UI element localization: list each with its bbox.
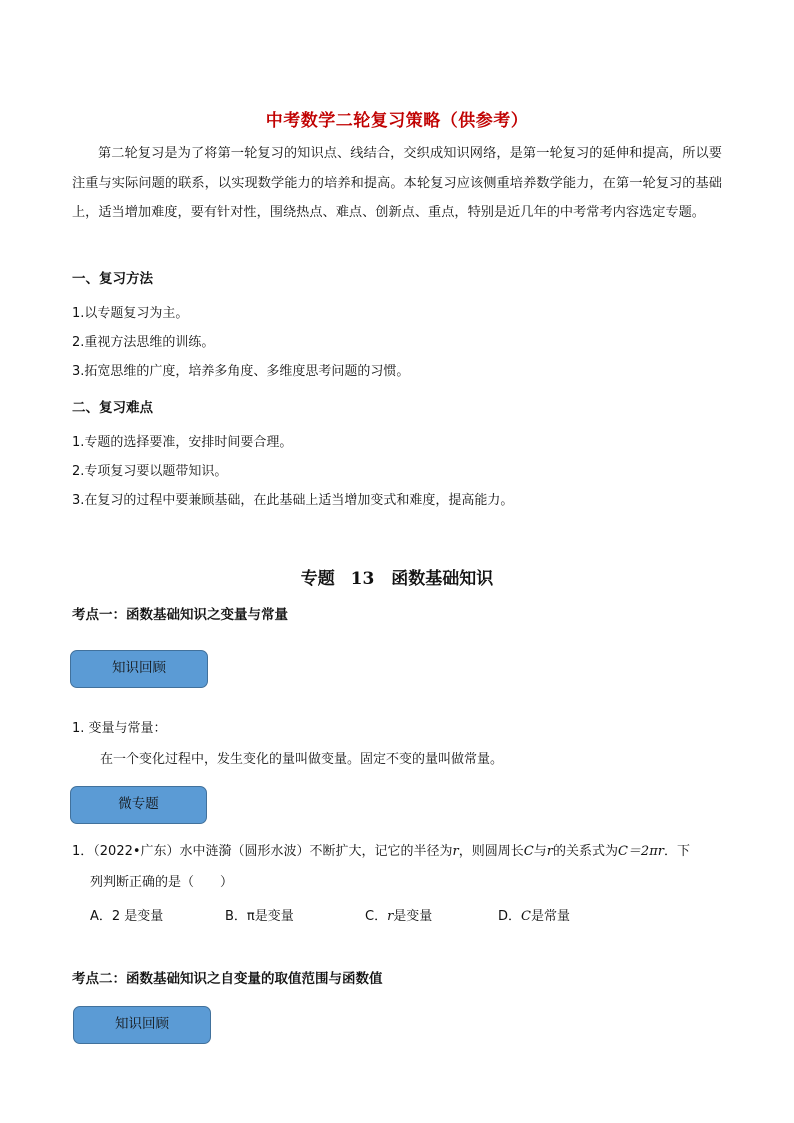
list-item: 1.以专题复习为主。 [72, 306, 189, 321]
concept-title: 1. 变量与常量： [72, 721, 167, 736]
review-badge: 知识回顾 [70, 650, 208, 688]
question-text: 的关系式为 [552, 844, 618, 859]
option-a [90, 905, 163, 924]
variable-c: C [523, 844, 534, 859]
question-text: ．下 [663, 844, 690, 859]
point1-heading: 考点一：函数基础知识之变量与常量 [72, 607, 288, 623]
list-item: 3.拓宽思维的广度，培养多角度、多维度思考问题的习惯。 [72, 364, 410, 379]
option-label: C． [365, 909, 388, 924]
variable-r: r [546, 844, 553, 859]
option-text: 是变量 [393, 909, 433, 924]
point2-heading: 考点二：函数基础知识之自变量的取值范围与函数值 [72, 971, 383, 987]
intro-paragraph: 第二轮复习是为了将第一轮复习的知识点、线结合，交织成知识网络，是第一轮复习的延伸和提高，所以要注重与实际问题的联系，以实现数学能力的培养和提高。本轮复习应该侧重培养数学能力，在第一轮复习的基础上，适当增加难度，要有针对性，围绕热点、难点、创新点、重点，特别是近几年的中考常考内容选定专题。 [72, 146, 722, 220]
concept-text: 在一个变化过程中，发生变化的量叫做变量。固定不变的量叫做常量。 [100, 752, 504, 767]
question-text: ，则圆周长 [458, 844, 524, 859]
question-text-line2: 列判断正确的是（ ） [90, 875, 234, 890]
doc-title: 中考数学二轮复习策略（供参考） [265, 111, 529, 131]
option-text: 是常量 [530, 909, 570, 924]
variable-c: C [521, 909, 531, 924]
option-label: D． [498, 909, 522, 924]
option-label: A． [90, 909, 112, 924]
micro-topic-badge: 微专题 [70, 786, 207, 824]
formula: C＝2πr [617, 844, 664, 859]
topic-title: 专题 13 函数基础知识 [300, 569, 494, 589]
question-text: （2022•广东）水中涟漪（圆形水波）不断扩大，记它的半径为 [93, 844, 453, 859]
option-label: B． [225, 909, 247, 924]
variable-r: r [452, 844, 459, 859]
section-heading-difficulties: 二、复习难点 [72, 400, 153, 416]
question-number: 1． [72, 844, 94, 859]
question-1 [72, 836, 742, 898]
option-d [498, 905, 570, 924]
list-item: 3.在复习的过程中要兼顾基础，在此基础上适当增加变式和难度，提高能力。 [72, 493, 514, 508]
option-c [365, 905, 432, 924]
option-text: 2 是变量 [111, 909, 164, 924]
option-text: π是变量 [246, 909, 294, 924]
list-item: 2.重视方法思维的训练。 [72, 335, 215, 350]
review-badge: 知识回顾 [73, 1006, 211, 1044]
list-item: 1.专题的选择要准，安排时间要合理。 [72, 435, 293, 450]
variable-r: r [387, 909, 394, 924]
option-b [225, 905, 294, 924]
question-text: 与 [533, 844, 547, 859]
section-heading-methods: 一、复习方法 [72, 271, 153, 287]
list-item: 2.专项复习要以题带知识。 [72, 464, 228, 479]
